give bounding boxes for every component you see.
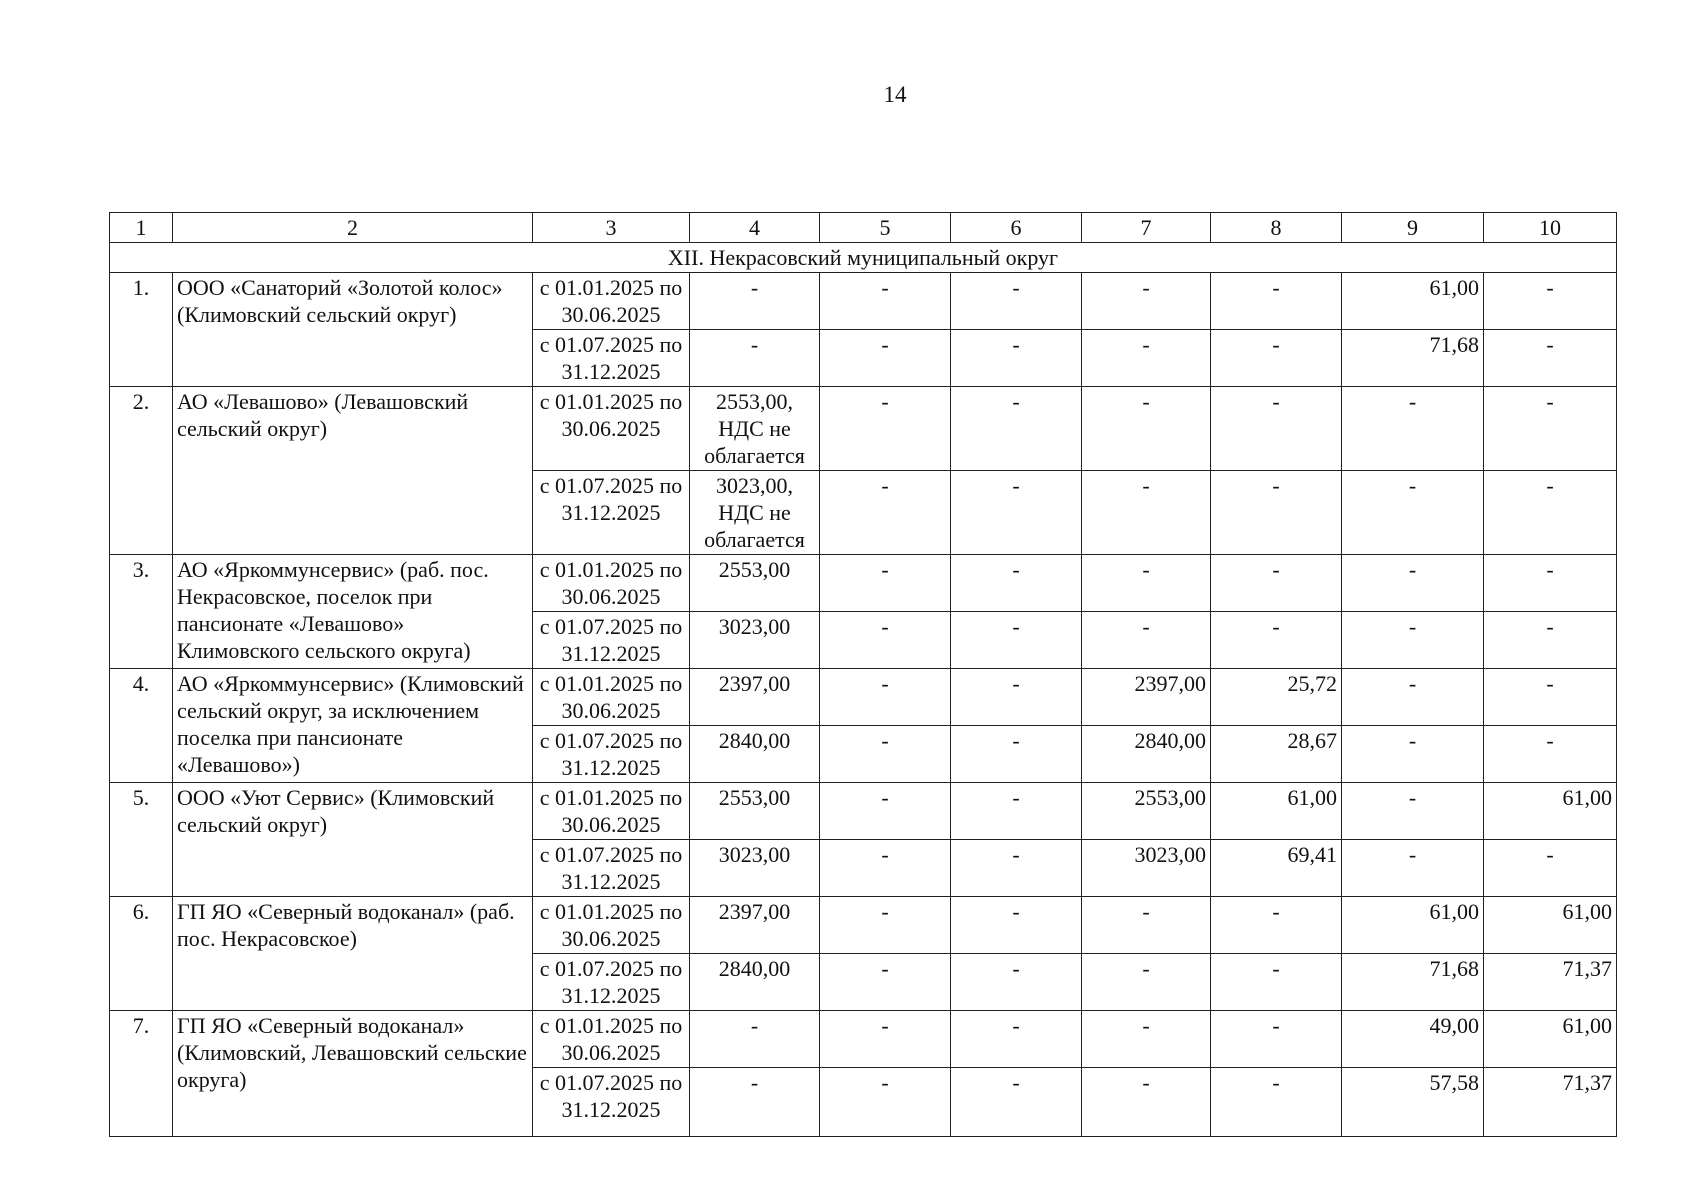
value-cell-c5: - — [820, 555, 951, 612]
table-row — [110, 783, 1617, 840]
value-cell-c4: 2553,00 — [690, 555, 820, 612]
value-cell-c7: - — [1082, 555, 1211, 612]
value-cell-c7: 2553,00 — [1082, 783, 1211, 840]
value-cell-c5: - — [820, 1011, 951, 1068]
value-cell-c10: - — [1484, 555, 1617, 612]
period-cell: с 01.07.2025 по 31.12.2025 — [533, 471, 690, 555]
table-row — [110, 387, 1617, 471]
period-cell: с 01.01.2025 по 30.06.2025 — [533, 783, 690, 840]
period-cell: с 01.01.2025 по 30.06.2025 — [533, 555, 690, 612]
value-cell-c6: - — [951, 840, 1082, 897]
value-cell-c6: - — [951, 726, 1082, 783]
section-title: XII. Некрасовский муниципальный округ — [110, 243, 1617, 273]
column-number: 3 — [533, 213, 690, 243]
value-cell-c4: 3023,00 — [690, 840, 820, 897]
value-cell-c5: - — [820, 612, 951, 669]
value-cell-c9: 57,58 — [1342, 1068, 1484, 1137]
period-cell: с 01.01.2025 по 30.06.2025 — [533, 273, 690, 330]
value-cell-c5: - — [820, 669, 951, 726]
entry-number: 5. — [110, 783, 173, 897]
value-cell-c10: - — [1484, 273, 1617, 330]
value-cell-c4: 3023,00 — [690, 612, 820, 669]
value-cell-c9: - — [1342, 555, 1484, 612]
value-cell-c10: - — [1484, 840, 1617, 897]
entry-number: 3. — [110, 555, 173, 669]
value-cell-c10: - — [1484, 612, 1617, 669]
value-cell-c6: - — [951, 897, 1082, 954]
value-cell-c7: - — [1082, 273, 1211, 330]
value-cell-c9: 61,00 — [1342, 273, 1484, 330]
value-cell-c8: - — [1211, 612, 1342, 669]
value-cell-c8: - — [1211, 954, 1342, 1011]
value-cell-c6: - — [951, 555, 1082, 612]
entry-number: 7. — [110, 1011, 173, 1137]
value-cell-c8: - — [1211, 471, 1342, 555]
value-cell-c4: 2553,00, НДС не облагается — [690, 387, 820, 471]
value-cell-c6: - — [951, 1068, 1082, 1137]
column-number: 5 — [820, 213, 951, 243]
organization-name: ООО «Уют Сервис» (Климовский сельский округ) — [173, 783, 533, 897]
value-cell-c5: - — [820, 840, 951, 897]
value-cell-c4: - — [690, 1011, 820, 1068]
value-cell-c4: 2397,00 — [690, 669, 820, 726]
value-cell-c4: - — [690, 330, 820, 387]
column-number: 9 — [1342, 213, 1484, 243]
value-cell-c8: - — [1211, 330, 1342, 387]
period-cell: с 01.07.2025 по 31.12.2025 — [533, 330, 690, 387]
value-cell-c6: - — [951, 387, 1082, 471]
table-row — [110, 669, 1617, 726]
organization-name: АО «Яркоммунсервис» (раб. пос. Некрасовское, поселок при пансионате «Левашово» Климовского сельского округа) — [173, 555, 533, 669]
period-cell: с 01.01.2025 по 30.06.2025 — [533, 669, 690, 726]
value-cell-c4: 2840,00 — [690, 954, 820, 1011]
table-row — [110, 555, 1617, 612]
page-number: 14 — [883, 82, 907, 107]
value-cell-c8: - — [1211, 897, 1342, 954]
value-cell-c5: - — [820, 783, 951, 840]
value-cell-c8: - — [1211, 1068, 1342, 1137]
value-cell-c9: - — [1342, 669, 1484, 726]
entry-number: 4. — [110, 669, 173, 783]
value-cell-c10: 71,37 — [1484, 954, 1617, 1011]
value-cell-c9: - — [1342, 726, 1484, 783]
value-cell-c7: - — [1082, 330, 1211, 387]
tariff-table — [109, 212, 1617, 1137]
organization-name: ООО «Санаторий «Золотой колос» (Климовский сельский округ) — [173, 273, 533, 387]
value-cell-c7: - — [1082, 471, 1211, 555]
value-cell-c6: - — [951, 273, 1082, 330]
entry-number: 6. — [110, 897, 173, 1011]
value-cell-c6: - — [951, 471, 1082, 555]
value-cell-c7: - — [1082, 1011, 1211, 1068]
column-number: 6 — [951, 213, 1082, 243]
value-cell-c5: - — [820, 954, 951, 1011]
value-cell-c4: 2553,00 — [690, 783, 820, 840]
value-cell-c7: - — [1082, 897, 1211, 954]
value-cell-c9: 49,00 — [1342, 1011, 1484, 1068]
value-cell-c4: - — [690, 1068, 820, 1137]
value-cell-c6: - — [951, 612, 1082, 669]
value-cell-c4: 2397,00 — [690, 897, 820, 954]
value-cell-c7: - — [1082, 387, 1211, 471]
organization-name: ГП ЯО «Северный водоканал» (Климовский, Левашовский сельские округа) — [173, 1011, 533, 1137]
period-cell: с 01.07.2025 по 31.12.2025 — [533, 726, 690, 783]
value-cell-c10: 61,00 — [1484, 897, 1617, 954]
organization-name: АО «Левашово» (Левашовский сельский округ) — [173, 387, 533, 555]
value-cell-c4: - — [690, 273, 820, 330]
value-cell-c7: - — [1082, 954, 1211, 1011]
value-cell-c8: - — [1211, 387, 1342, 471]
section-row — [110, 243, 1617, 273]
value-cell-c6: - — [951, 954, 1082, 1011]
organization-name: ГП ЯО «Северный водоканал» (раб. пос. Некрасовское) — [173, 897, 533, 1011]
value-cell-c9: 71,68 — [1342, 330, 1484, 387]
value-cell-c10: - — [1484, 726, 1617, 783]
value-cell-c9: 71,68 — [1342, 954, 1484, 1011]
table-row — [110, 1011, 1617, 1068]
column-number: 7 — [1082, 213, 1211, 243]
value-cell-c9: - — [1342, 387, 1484, 471]
value-cell-c8: 61,00 — [1211, 783, 1342, 840]
period-cell: с 01.07.2025 по 31.12.2025 — [533, 840, 690, 897]
value-cell-c5: - — [820, 330, 951, 387]
value-cell-c5: - — [820, 726, 951, 783]
table-row — [110, 273, 1617, 330]
organization-name: АО «Яркоммунсервис» (Климовский сельский округ, за исключением поселка при пансионате «Левашово») — [173, 669, 533, 783]
value-cell-c9: - — [1342, 783, 1484, 840]
period-cell: с 01.01.2025 по 30.06.2025 — [533, 897, 690, 954]
column-number: 10 — [1484, 213, 1617, 243]
value-cell-c8: - — [1211, 555, 1342, 612]
table-row — [110, 897, 1617, 954]
value-cell-c7: 3023,00 — [1082, 840, 1211, 897]
value-cell-c10: - — [1484, 387, 1617, 471]
value-cell-c7: 2840,00 — [1082, 726, 1211, 783]
value-cell-c8: 69,41 — [1211, 840, 1342, 897]
value-cell-c6: - — [951, 1011, 1082, 1068]
value-cell-c10: - — [1484, 471, 1617, 555]
value-cell-c8: - — [1211, 273, 1342, 330]
value-cell-c10: 61,00 — [1484, 783, 1617, 840]
value-cell-c5: - — [820, 387, 951, 471]
value-cell-c8: - — [1211, 1011, 1342, 1068]
value-cell-c8: 25,72 — [1211, 669, 1342, 726]
value-cell-c9: - — [1342, 471, 1484, 555]
entry-number: 2. — [110, 387, 173, 555]
value-cell-c6: - — [951, 669, 1082, 726]
value-cell-c4: 3023,00, НДС не облагается — [690, 471, 820, 555]
column-number: 4 — [690, 213, 820, 243]
value-cell-c9: - — [1342, 840, 1484, 897]
value-cell-c7: - — [1082, 612, 1211, 669]
value-cell-c7: - — [1082, 1068, 1211, 1137]
value-cell-c5: - — [820, 273, 951, 330]
value-cell-c6: - — [951, 783, 1082, 840]
value-cell-c9: - — [1342, 612, 1484, 669]
value-cell-c8: 28,67 — [1211, 726, 1342, 783]
value-cell-c7: 2397,00 — [1082, 669, 1211, 726]
value-cell-c5: - — [820, 897, 951, 954]
column-number: 1 — [110, 213, 173, 243]
value-cell-c10: - — [1484, 330, 1617, 387]
column-number: 8 — [1211, 213, 1342, 243]
period-cell: с 01.07.2025 по 31.12.2025 — [533, 612, 690, 669]
period-cell: с 01.01.2025 по 30.06.2025 — [533, 1011, 690, 1068]
value-cell-c9: 61,00 — [1342, 897, 1484, 954]
period-cell: с 01.01.2025 по 30.06.2025 — [533, 387, 690, 471]
period-cell: с 01.07.2025 по 31.12.2025 — [533, 1068, 690, 1137]
column-number-row — [110, 213, 1617, 243]
value-cell-c6: - — [951, 330, 1082, 387]
value-cell-c5: - — [820, 1068, 951, 1137]
value-cell-c10: - — [1484, 669, 1617, 726]
period-cell: с 01.07.2025 по 31.12.2025 — [533, 954, 690, 1011]
value-cell-c5: - — [820, 471, 951, 555]
value-cell-c10: 61,00 — [1484, 1011, 1617, 1068]
value-cell-c4: 2840,00 — [690, 726, 820, 783]
entry-number: 1. — [110, 273, 173, 387]
value-cell-c10: 71,37 — [1484, 1068, 1617, 1137]
column-number: 2 — [173, 213, 533, 243]
